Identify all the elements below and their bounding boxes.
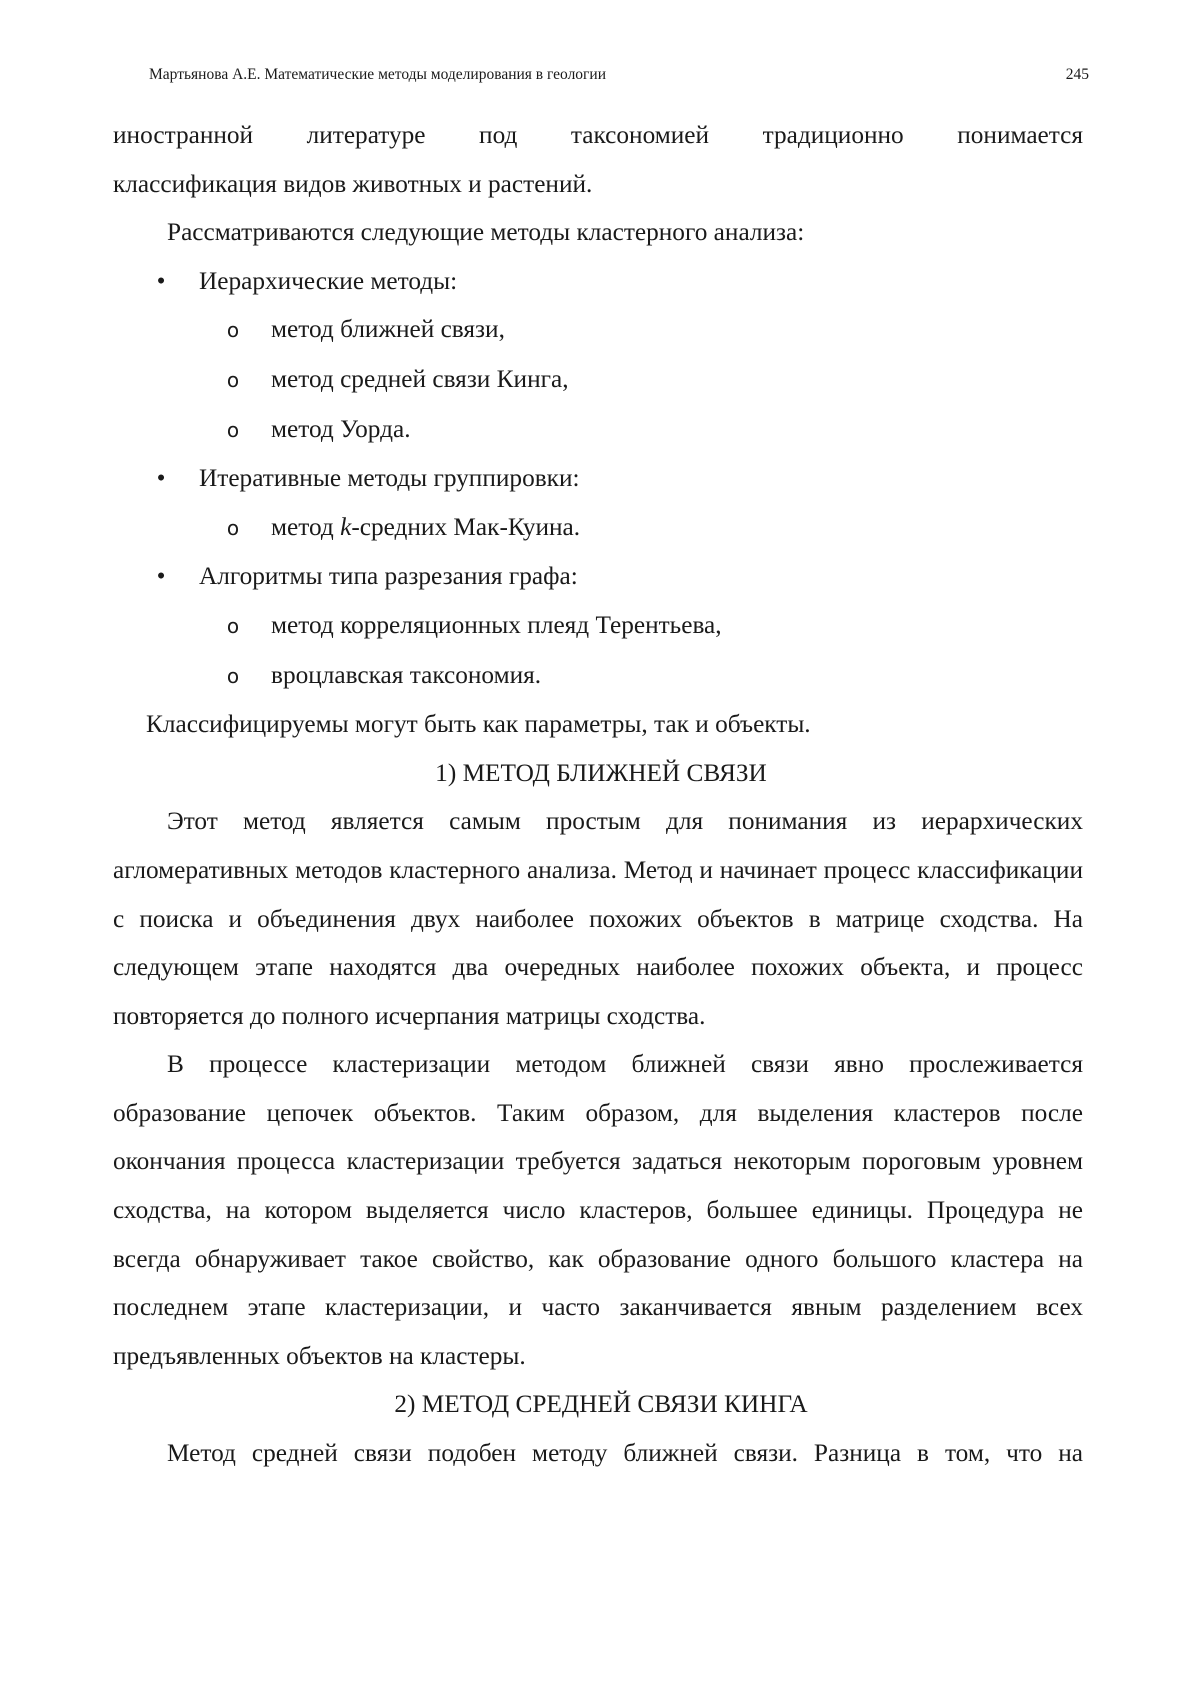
bullet-icon: • xyxy=(156,562,166,591)
method-item xyxy=(113,405,1083,455)
bullet-icon: • xyxy=(156,266,166,295)
method-group-label: Итеративные методы группировки: xyxy=(199,464,580,493)
hollow-bullet-icon: o xyxy=(226,515,240,540)
section-heading: 2) МЕТОД СРЕДНЕЙ СВЯЗИ КИНГА xyxy=(394,1390,808,1419)
classification-summary: Классифицируемы могут быть как параметры, так и объекты. xyxy=(146,710,811,739)
continuation-line-end: классификация видов животных и растений. xyxy=(113,169,593,198)
method-item xyxy=(113,355,1083,405)
method-item-label: метод k-средних Мак-Куина. xyxy=(271,512,581,541)
hollow-bullet-icon: o xyxy=(226,318,240,343)
section-paragraph-start: Метод средней связи подобен методу ближней связи. Разница в том, что на xyxy=(167,1439,1083,1468)
hollow-bullet-icon: o xyxy=(226,613,240,638)
hollow-bullet-icon: o xyxy=(226,367,240,392)
page-number: 245 xyxy=(1065,66,1089,83)
method-item-label: метод ближней связи, xyxy=(271,315,505,344)
continuation-line: иностранной литературе под таксономией традиционно понимается xyxy=(113,121,1083,149)
method-group-label: Иерархические методы: xyxy=(199,266,458,295)
method-item xyxy=(113,651,1083,701)
running-header xyxy=(149,66,1089,90)
bullet-icon: • xyxy=(156,464,166,493)
section-paragraph: В процессе кластеризации методом ближней связи явно прослеживается образование цепочек объектов. Таким образом, для выделения кластеров после окончания процесса кластеризации требуется задаться некоторым пороговым уровнем сходства, на котором выделяется число кластеров, большее единицы. Процедура не всегда обнаруживает такое свойство, как образование одного большого кластера на последнем этапе кластеризации, и часто заканчивается явным разделением всех предъявленных объектов на кластеры. xyxy=(113,1050,1083,1370)
page-content xyxy=(113,111,1083,1478)
methods-intro: Рассматриваются следующие методы кластерного анализа: xyxy=(167,218,805,247)
hollow-bullet-icon: o xyxy=(226,663,240,688)
method-sublist xyxy=(113,503,1083,553)
method-group xyxy=(113,454,1083,552)
method-item xyxy=(113,305,1083,355)
method-group xyxy=(113,552,1083,700)
section-paragraph: Этот метод является самым простым для понимания из иерархических агломеративных методов кластерного анализа. Метод и начинает процесс классификации с поиска и объединения двух наиболее похожих объектов в матрице сходства. На следующем этапе находятся два очередных наиболее похожих объекта, и процесс повторяется до полного исчерпания матрицы сходства. xyxy=(113,807,1083,1030)
method-sublist xyxy=(113,305,1083,454)
section-heading: 1) МЕТОД БЛИЖНЕЙ СВЯЗИ xyxy=(435,758,767,787)
hollow-bullet-icon: o xyxy=(226,417,240,442)
method-item-label: метод средней связи Кинга, xyxy=(271,364,569,393)
method-sublist xyxy=(113,601,1083,700)
running-title: Мартьянова А.Е. Математические методы моделирования в геологии xyxy=(149,66,607,83)
method-group xyxy=(113,257,1083,454)
methods-list xyxy=(113,257,1083,700)
method-group-label: Алгоритмы типа разрезания графа: xyxy=(199,562,578,591)
method-item-label: вроцлавская таксономия. xyxy=(271,660,542,689)
method-item xyxy=(113,503,1083,553)
method-item-label: метод Уорда. xyxy=(271,414,411,443)
method-item-label: метод корреляционных плеяд Терентьева, xyxy=(271,610,722,639)
method-item xyxy=(113,601,1083,651)
